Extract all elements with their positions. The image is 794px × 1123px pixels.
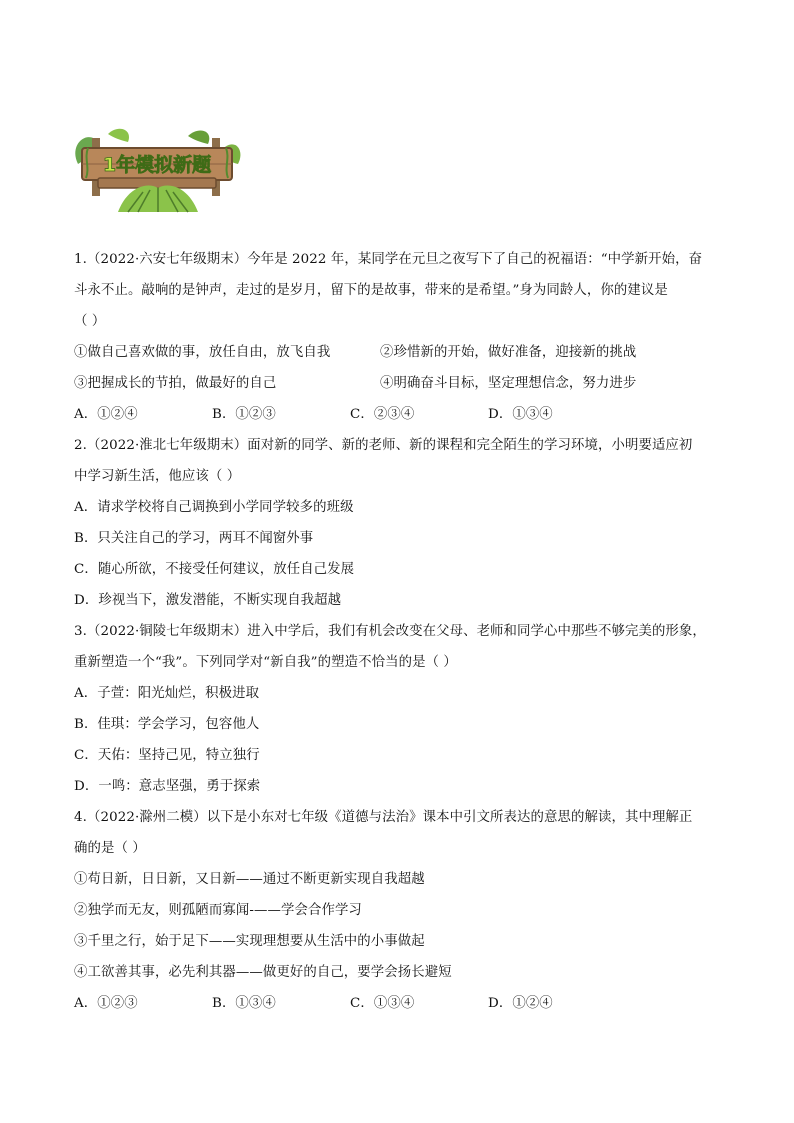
banner-title: 1年模拟新题: [102, 154, 212, 176]
choice-b[interactable]: B．①③④: [212, 996, 276, 1011]
choice-a[interactable]: A．①②③: [74, 996, 138, 1011]
choice-d[interactable]: D．珍视当下，激发潜能，不断实现自我超越: [74, 593, 342, 608]
statement-item: ③千里之行，始于足下——实现理想要从生活中的小事做起: [74, 934, 425, 949]
statement-item: ①做自己喜欢做的事，放任自由，放飞自我: [74, 345, 331, 360]
choice-d[interactable]: D．①②④: [488, 996, 553, 1011]
wooden-sign-leaves-icon: [68, 124, 244, 214]
statement-item: ④工欲善其事，必先利其器——做更好的自己，要学会扬长避短: [74, 965, 452, 980]
question-1: [74, 244, 734, 430]
choice-row: [74, 988, 734, 1019]
question-3: [74, 616, 734, 802]
question-stem-line: 3.（2022·铜陵七年级期末）进入中学后，我们有机会改变在父母、老师和同学心中那些不够完美的形象，: [74, 624, 706, 639]
question-stem-line: 2.（2022·淮北七年级期末）面对新的同学、新的老师、新的课程和完全陌生的学习环境，小明要适应初: [74, 438, 693, 453]
choice-c[interactable]: C．②③④: [350, 407, 415, 422]
statement-row: [74, 368, 734, 399]
question-2: [74, 430, 734, 616]
choice-row: [74, 399, 734, 430]
question-stem-line: 重新塑造一个“我”。下列同学对“新自我”的塑造不恰当的是（ ）: [74, 655, 457, 670]
choice-a[interactable]: A．①②④: [74, 407, 138, 422]
question-stem-line: 斗永不止。敲响的是钟声，走过的是岁月，留下的是故事，带来的是希望。”身为同龄人，你的建议是: [74, 283, 668, 298]
statement-item: ②珍惜新的开始，做好准备，迎接新的挑战: [380, 345, 637, 360]
choice-c[interactable]: C．随心所欲，不接受任何建议，放任自己发展: [74, 562, 355, 577]
choice-a[interactable]: A．请求学校将自己调换到小学同学较多的班级: [74, 500, 354, 515]
question-stem-line: 确的是（ ）: [74, 841, 146, 856]
statement-item: ③把握成长的节拍，做最好的自己: [74, 376, 277, 391]
choice-d[interactable]: D．①③④: [488, 407, 553, 422]
choice-a[interactable]: A．子萱：阳光灿烂，积极进取: [74, 686, 260, 701]
choice-d[interactable]: D．一鸣：意志坚强，勇于探索: [74, 779, 261, 794]
section-banner: [68, 124, 244, 214]
choice-c[interactable]: C．天佑：坚持己见，特立独行: [74, 748, 260, 763]
statement-item: ②独学而无友，则孤陋而寡闻-——学会合作学习: [74, 903, 362, 918]
statement-row: [74, 337, 734, 368]
statement-item: ④明确奋斗目标，坚定理想信念，努力进步: [380, 376, 637, 391]
question-stem-line: （ ）: [74, 314, 106, 329]
question-stem-line: 1.（2022·六安七年级期末）今年是 2022 年，某同学在元旦之夜写下了自己的祝福语：“中学新开始，奋: [74, 252, 703, 267]
choice-c[interactable]: C．①③④: [350, 996, 415, 1011]
question-4: [74, 802, 734, 1019]
question-stem-line: 中学习新生活，他应该（ ）: [74, 469, 241, 484]
question-list: [74, 244, 734, 1019]
choice-b[interactable]: B．佳琪：学会学习，包容他人: [74, 717, 260, 732]
choice-b[interactable]: B．①②③: [212, 407, 276, 422]
choice-b[interactable]: B．只关注自己的学习，两耳不闻窗外事: [74, 531, 314, 546]
question-stem-line: 4.（2022·滁州二模）以下是小东对七年级《道德与法治》课本中引文所表达的意思的解读，其中理解正: [74, 810, 693, 825]
statement-item: ①苟日新，日日新，又日新——通过不断更新实现自我超越: [74, 872, 425, 887]
